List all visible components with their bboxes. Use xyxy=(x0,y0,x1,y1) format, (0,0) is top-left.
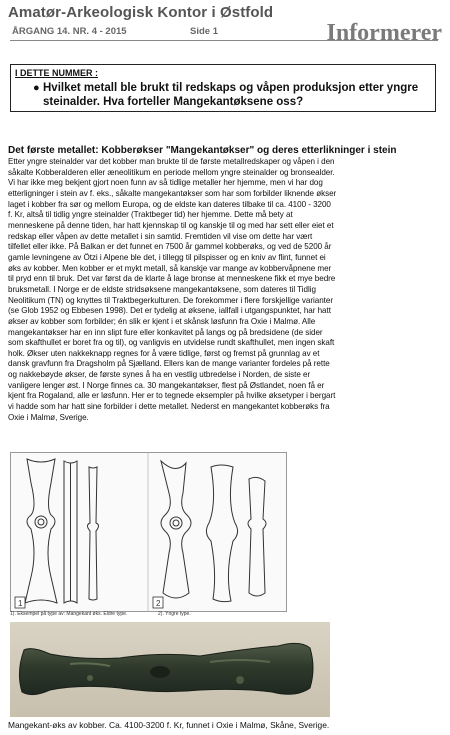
article-line: til pryd enn til bruk. Det var først da de klarte å lage bronse at menneskene fikk et mye bedre xyxy=(8,274,336,284)
copper-axe-photo xyxy=(10,622,330,717)
article-line: laget i kobber fra sør og mellom Europa, og de eldste kan dateres tilbake til ca. 4100 - 3200 xyxy=(8,199,331,209)
article-line: vi hadde som har hatt sine forbilder i dette metallet. Nederst en mangekantet kobberøks fra xyxy=(8,402,330,412)
article-line: Etter yngre steinalder var det kobber man brukte til de første metallredskaper og våpen i den xyxy=(8,157,335,166)
contents-box xyxy=(10,64,436,112)
brand-wordmark: Informerer xyxy=(326,20,442,46)
article-line: etterligninger i stein av f. eks., såkalte mangekantøkser som har som forbilder liknende økser xyxy=(8,188,337,198)
axe-drawings-figure xyxy=(10,452,287,612)
article-line: mangekantøkser har en inn slipt fure eller konkavitet på langs og på bredsidene (de sider xyxy=(8,327,323,337)
article-line: økser av kobber som forbilder; én slik er kjent i et skånsk løsfunn fra Oxie i Malmø. Alle xyxy=(8,316,316,326)
article-line: f. Kr, altså til tidlig yngre steinalder (Traktbeger tid) her hjemme. Dette må bety at xyxy=(8,210,293,220)
figure-label-1: 1 xyxy=(18,599,23,608)
article-line: menneskene på denne tiden, har hatt kjennskap til og kanskje til og med har sett eller eiet et xyxy=(8,220,334,230)
article-line: Vi har ikke meg bekjent gjort noen funn av så tidlige metaller her hjemme, men vi har dog xyxy=(8,178,323,188)
newsletter-title: Amatør-Arkeologisk Kontor i Østfold xyxy=(8,4,274,21)
figure-caption-left: 1). Eksempel på type av: Mangekant øks. Eldre type. xyxy=(10,611,128,617)
article-body xyxy=(8,157,444,423)
article-line: (se Glob 1952 og Ebbesen 1998). Det er tydelig at øksene, iallfall i utgangspunktet, har hatt xyxy=(8,306,331,316)
contents-item-text: Hvilket metall ble brukt til redskaps og våpen produksjon etter yngre steinalder. Hva forteller Mangekantøksene oss? xyxy=(43,82,419,108)
article-line: og nakkebøyde økser, de første synes å ha en vestlig utbredelse i Norden, de siste er xyxy=(8,370,311,380)
contents-heading: I DETTE NUMMER : xyxy=(15,68,98,78)
article-title: Det første metallet: Kobberøkser "Mangekantøkser" og deres etterlikninger i stein xyxy=(8,145,397,156)
article-line: som skafthullet er boret fra og til), og vanligvis en utvidelse rundt skafthullet, men ingen skaft xyxy=(8,338,335,348)
axe-drawing-1 xyxy=(25,459,99,603)
article-line: vanligere lenger øst. I Norge finnes ca. 30 mangekantøkser, flest på Østlandet, noen få er xyxy=(8,380,325,390)
figure-caption-right: 2). Yngre type. xyxy=(158,611,191,617)
figure-label-2: 2 xyxy=(156,599,161,608)
article-line: Oxie i Malmø, Sverige. xyxy=(8,412,89,422)
axe-drawing-2 xyxy=(161,461,266,602)
page-number: Side 1 xyxy=(190,26,218,37)
header-divider xyxy=(10,40,438,41)
article-line: Neolitikum (TN) og knyttes til Traktbegerkulturen. De forekommer i flere forskjellige varianter xyxy=(8,295,333,305)
photo-caption: Mangekant-øks av kobber. Ca. 4100-3200 f. Kr, funnet i Oxie i Malmø, Skåne, Sverige. xyxy=(8,720,330,730)
article-line: såkalte Kobberalderen eller æneolitikum en periode mellom yngre steinalder og bronsealder. xyxy=(8,167,335,177)
article-line: tilfellet eller ikke. På Balkan er det funnet en 7500 år gammel kobberøks, og ved de 5200 år xyxy=(8,242,332,252)
article-line: gamle levningene av Ötzi i Alpene ble det, i tillegg til pilspisser og en kniv av flint, funnet ei xyxy=(8,252,326,262)
article-line: redskap eller våpen av dette metallet i sin samtid. Fremtiden vil vise om dette har vært xyxy=(8,231,313,241)
article-line: dansk gravfunn fra Dragsholm på Sjælland. Ellers kan de mange varianter fordeles på rette xyxy=(8,359,330,369)
bullet-icon: ● xyxy=(33,82,40,94)
article-line: øks av kobber. Men kobber er et mykt metall, så kanskje var mange av kobbervåpnene mer xyxy=(8,263,332,273)
contents-item xyxy=(21,81,421,109)
issue-number: ÅRGANG 14. NR. 4 - 2015 xyxy=(12,26,127,37)
article-line: bruksmetall. I Norge er de eldste stridsøksene mangekantøksene, som dateres til Tidlig xyxy=(8,284,316,294)
article-line: kjent fra Rogaland, alle er løsfunn. Her er to tegnede eksempler på hvilke øksetyper i bergart xyxy=(8,391,336,401)
article-line: holk. Økser uten nakkeknapp regnes for å være tidlige, først og fremst på grunnlag av et xyxy=(8,348,320,358)
